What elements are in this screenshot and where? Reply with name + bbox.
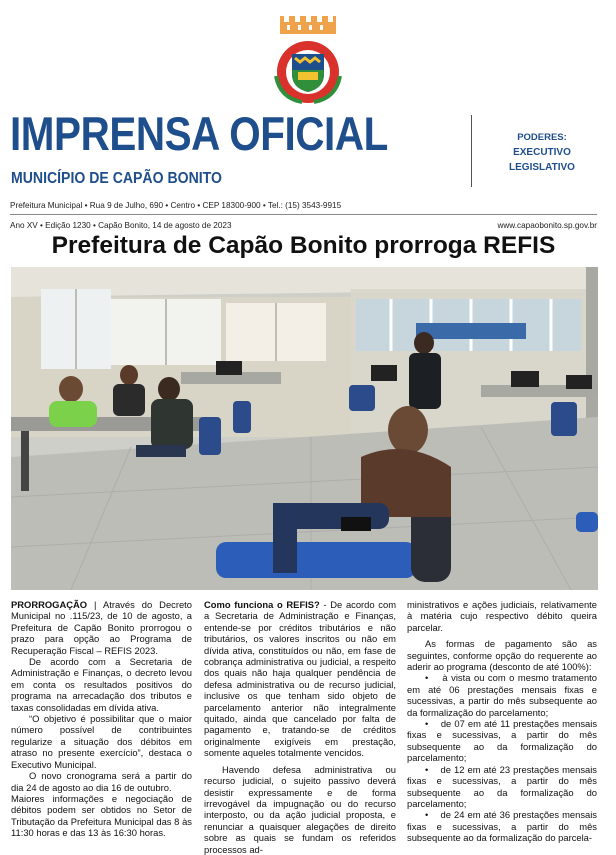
col1-para-1: Através do Decreto Municipal no .115/23, de 10 de agosto, a Prefeitura de Capão Bonito prorrogou o prazo para opção ao Programa de Recuperação Fiscal – REFIS 2023. — [11, 599, 192, 656]
col2-para-2: Havendo defesa administrativa ou recurso judicial, o sujeito passivo deverá desistir expressamente e de forma irrevogável da impugnação ou do recurso interposto, ou da ação judicial proposta, e renunciar a quaisquer alegações de direito sobre as quais se fundam os referidos processos ad- — [204, 763, 396, 855]
website-link[interactable]: www.capaobonito.sp.gov.br — [497, 221, 597, 230]
col1-para-4: O novo cronograma será a partir do dia 24 de agosto ao dia 16 de outubro. — [11, 770, 192, 793]
masthead-subtitle: MUNICÍPIO DE CAPÃO BONITO — [11, 170, 222, 187]
payment-option-4-text: de 24 em até 36 prestações mensais fixas e sucessivas, a partir do mês subsequente ao da formalização do parcela- — [407, 809, 597, 844]
powers-box — [478, 131, 606, 175]
col2-para-1: - De acordo com a Secretaria de Administração e Finanças, entende-se por créditos tributários e não tributários, os valores inscritos ou não em dívida ativa, constituídos ou não, em fase de cobrança administrativa ou judicial, a respeito dos quais não haja qualquer pendência de defesa administrativa ou de recurso judicial, inclusive os que tenham sido objeto de parcelamento anterior não integralmente quitado, ainda que cancelado por falta de pagamento e, tratando-se de créditos originalmente exigíveis em prestação, somente aqueles totalmente vencidos. — [204, 599, 397, 759]
article-column-2 — [204, 599, 396, 855]
lead-separator: | — [87, 599, 103, 610]
col1-para-2: De acordo com a Secretaria de Administração e Finanças, o decreto levou em conta os resultados positivos do programa na arrecadação dos tributos e taxas consolidadas em dívida ativa. — [11, 656, 192, 713]
col1-para-3: “O objetivo é possibilitar que o maior número possível de contribuintes regularize a situação dos débitos em atraso no presente exercício”, destaca o Executivo Municipal. — [11, 713, 192, 770]
masthead-divider — [471, 115, 472, 187]
payment-option-4: • de 24 em até 36 prestações mensais fixas e sucessivas, a partir do mês subsequente ao da formalização do parcela- — [407, 809, 597, 844]
col3-para-2: As formas de pagamento são as seguintes, conforme opção do requerente ao aderir ao programa (desconto de até 100%): — [407, 638, 597, 673]
payment-option-2: • de 07 em até 11 prestações mensais fixas e sucessivas, a partir do mês subsequente ao da formalização do parcelamento; — [407, 718, 598, 764]
article-column-3 — [407, 599, 597, 844]
col1-para-5: Maiores informações e negociação de débitos podem ser obtidos no Setor de Tributação da Prefeitura Municipal das 8 às 11:30 horas e das 13 às 16:30 horas. — [11, 792, 192, 839]
powers-label: PODERES: — [517, 132, 567, 143]
article-column-1 — [11, 599, 192, 839]
power-executive: EXECUTIVO — [513, 147, 571, 159]
article-photo — [11, 267, 598, 590]
address-line: Prefeitura Municipal • Rua 9 de Julho, 690 • Centro • CEP 18300-900 • Tel.: (15) 3543-9915 — [10, 201, 342, 210]
col3-para-1: ministrativos e ações judiciais, relativamente à matéria cujo respectivo débito queira parcelar. — [407, 599, 597, 633]
municipal-crest-logo — [262, 14, 354, 106]
col2-label: Como funciona o REFIS? — [204, 599, 320, 610]
divider — [10, 214, 597, 215]
payment-option-2-text: de 07 em até 11 prestações mensais fixas e sucessivas, a partir do mês subsequente ao da formalização do parcelamento; — [407, 718, 598, 764]
headline: Prefeitura de Capão Bonito prorroga REFIS — [51, 232, 556, 259]
payment-option-3-text: de 12 em até 23 prestações mensais fixas e sucessivas, a partir do mês subsequente ao da formalização do parcelamento; — [407, 763, 597, 809]
lead-label: PRORROGAÇÃO — [11, 599, 88, 610]
payment-option-1: • à vista ou com o mesmo tratamento em até 06 prestações mensais fixas e sucessivas, a partir do mês subsequente ao da formalização do parcelamento; — [407, 672, 598, 718]
masthead-title: IMPRENSA OFICIAL — [10, 107, 388, 160]
edition-line: Ano XV • Edição 1230 • Capão Bonito, 14 de agosto de 2023 — [10, 221, 232, 230]
payment-option-1-text: à vista ou com o mesmo tratamento em até 06 prestações mensais fixas e sucessivas, a partir do mês subsequente ao da formalização do parcelamento; — [407, 672, 598, 718]
power-legislative: LEGISLATIVO — [509, 162, 575, 174]
payment-option-3: • de 12 em até 23 prestações mensais fixas e sucessivas, a partir do mês subsequente ao da formalização do parcelamento; — [407, 763, 597, 809]
